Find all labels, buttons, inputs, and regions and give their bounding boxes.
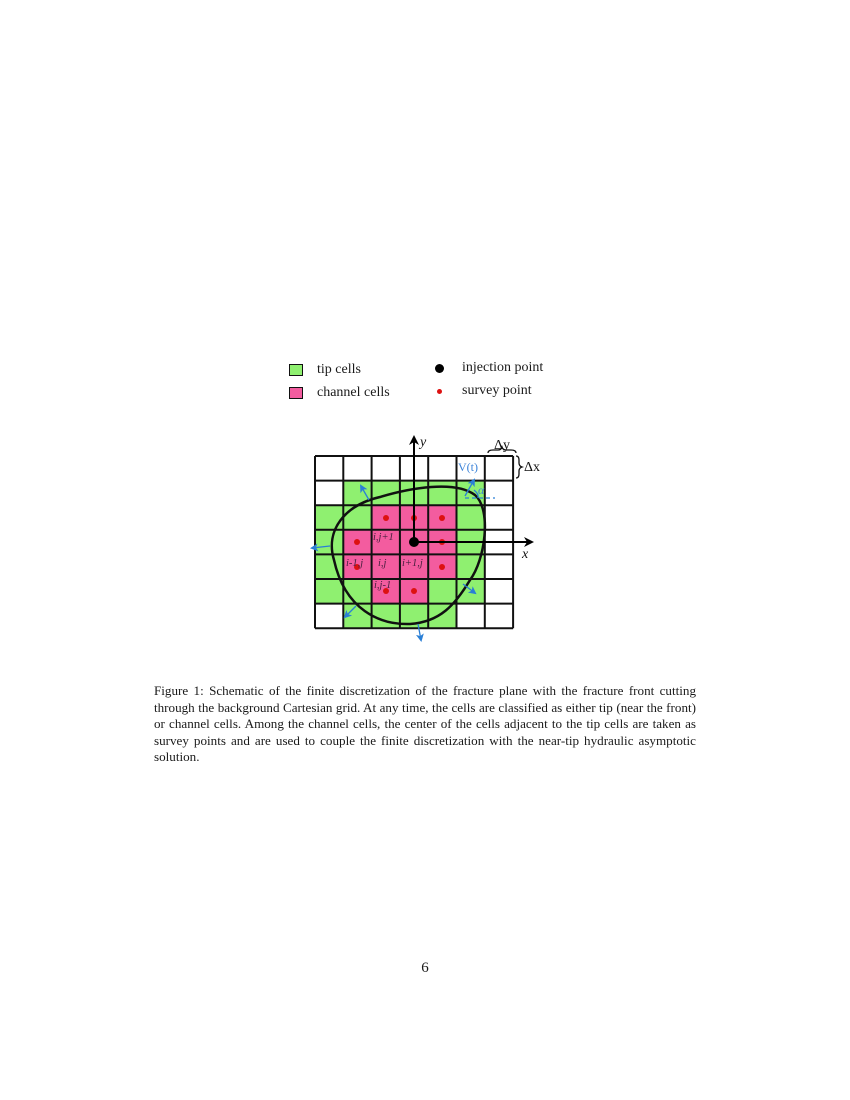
empty-cell (485, 481, 513, 506)
delta-x-label: Δx (524, 460, 541, 475)
cell-label-iplus1-j: i+1,j (402, 558, 423, 569)
empty-cell (485, 604, 513, 629)
tip-cell (343, 604, 371, 629)
cell-label-i-j: i,j (378, 558, 387, 569)
legend-label: injection point (462, 360, 544, 375)
tip-cell (315, 579, 343, 604)
tip-cell (457, 505, 485, 530)
velocity-label: V(t) (458, 460, 478, 474)
empty-cell (343, 456, 371, 481)
legend-label: tip cells (317, 362, 361, 377)
tip-cell (457, 579, 485, 604)
empty-cell (315, 456, 343, 481)
legend-label: channel cells (317, 385, 390, 400)
legend-label: survey point (462, 383, 532, 398)
y-axis-label: y (420, 435, 427, 450)
figure-caption: Figure 1: Schematic of the finite discretization of the fracture plane with the fracture front cutting through the background Cartesian grid. At any time, the cells are classified as either tip (near the front) or channel cells. Among the channel cells, the center of the cells adjacent to the tip cells are taken as survey points and are used to couple the finite discretization with the near-tip hydraulic asymptotic solution. (154, 683, 696, 765)
empty-cell (485, 456, 513, 481)
x-axis-label: x (522, 547, 529, 562)
tip-cell (315, 505, 343, 530)
cell-label-i-jplus1: i,j+1 (373, 532, 394, 543)
angle-label: α (478, 483, 485, 497)
empty-cell (315, 604, 343, 629)
tip-cell (428, 604, 456, 629)
tip-cell (315, 530, 343, 555)
empty-cell (428, 456, 456, 481)
page-number: 6 (421, 960, 429, 976)
delta-y-label: Δy (494, 438, 511, 453)
empty-cell (485, 579, 513, 604)
empty-cell (485, 505, 513, 530)
empty-cell (457, 604, 485, 629)
empty-cell (372, 456, 400, 481)
empty-cell (485, 554, 513, 579)
tip-cell (343, 505, 371, 530)
cell-label-iminus1-j: i-1,j (346, 558, 364, 569)
injection-point-marker (409, 537, 419, 547)
tip-cell (428, 579, 456, 604)
delta-x-brace (516, 456, 522, 478)
cell-label-i-jminus1: i,j-1 (374, 580, 392, 591)
tip-cell (428, 481, 456, 506)
empty-cell (315, 481, 343, 506)
